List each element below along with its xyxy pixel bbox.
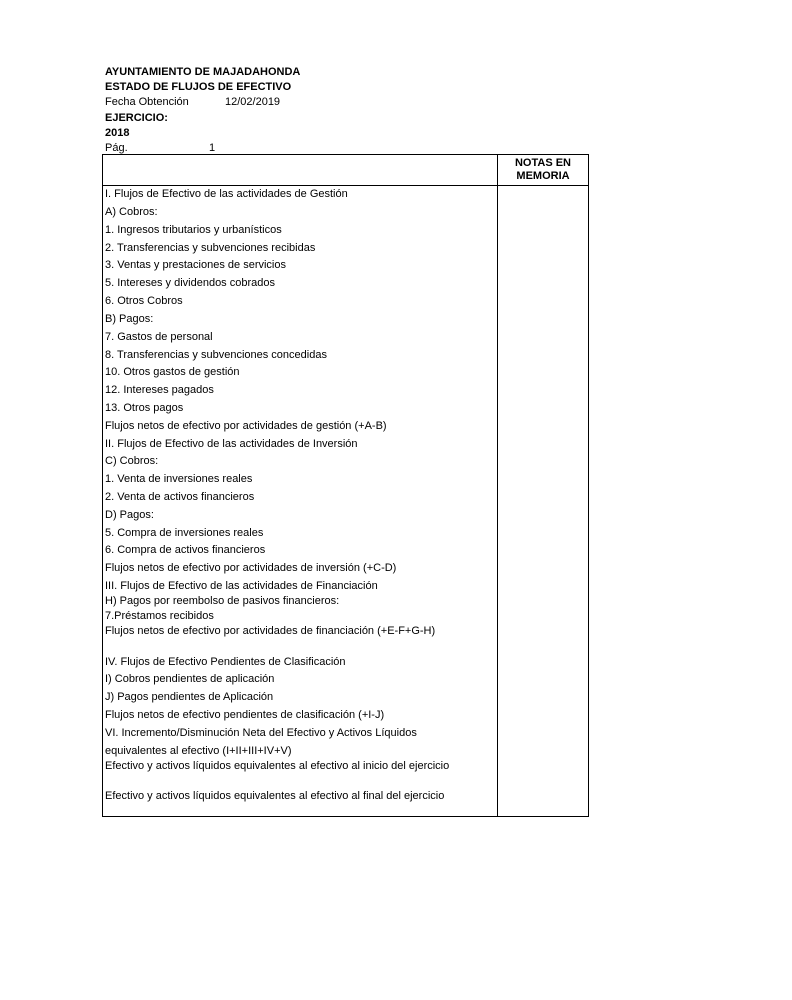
table-row: 7.Préstamos recibidos — [105, 610, 214, 622]
table-row: 7. Gastos de personal — [105, 331, 213, 343]
exercise-value: 2018 — [105, 127, 130, 139]
table-row: I) Cobros pendientes de aplicación — [105, 673, 275, 685]
table-row: Flujos netos de efectivo por actividades de gestión (+A-B) — [105, 420, 387, 432]
page-number: 1 — [209, 142, 216, 154]
table-row: 12. Intereses pagados — [105, 384, 214, 396]
table-row: IV. Flujos de Efectivo Pendientes de Clasificación — [105, 656, 346, 668]
table-row: equivalentes al efectivo (I+II+III+IV+V) — [105, 745, 292, 757]
notes-header-line1: NOTAS EN — [514, 157, 572, 169]
table-row: Flujos netos de efectivo por actividades de financiación (+E-F+G-H) — [105, 625, 436, 637]
table-row: 5. Compra de inversiones reales — [105, 527, 264, 539]
table-row: II. Flujos de Efectivo de las actividades de Inversión — [105, 438, 358, 450]
table-row: I. Flujos de Efectivo de las actividades de Gestión — [105, 188, 348, 200]
table-row: 5. Intereses y dividendos cobrados — [105, 277, 275, 289]
table-row: 8. Transferencias y subvenciones concedidas — [105, 349, 327, 361]
table-row: Flujos netos de efectivo pendientes de clasificación (+I-J) — [105, 709, 385, 721]
date-row — [105, 95, 281, 110]
cash-flow-table — [102, 154, 589, 817]
table-row: B) Pagos: — [105, 313, 154, 325]
table-row: 2. Transferencias y subvenciones recibidas — [105, 242, 316, 254]
table-row: 3. Ventas y prestaciones de servicios — [105, 259, 286, 271]
date-label: Fecha Obtención — [105, 96, 189, 108]
table-row: 2. Venta de activos financieros — [105, 491, 255, 503]
entity-name: AYUNTAMIENTO DE MAJADAHONDA — [105, 66, 301, 78]
header-divider — [103, 185, 588, 186]
table-row: III. Flujos de Efectivo de las actividades de Financiación — [105, 580, 378, 592]
notes-header-line2: MEMORIA — [516, 170, 570, 182]
table-row: A) Cobros: — [105, 206, 158, 218]
table-row: 1. Venta de inversiones reales — [105, 473, 253, 485]
table-row: 1. Ingresos tributarios y urbanísticos — [105, 224, 282, 236]
table-row: Efectivo y activos líquidos equivalentes al efectivo al final del ejercicio — [105, 790, 445, 802]
table-row: J) Pagos pendientes de Aplicación — [105, 691, 274, 703]
notes-column-divider — [497, 155, 498, 816]
notes-column-header — [498, 157, 588, 183]
table-row: 6. Compra de activos financieros — [105, 544, 266, 556]
table-row: 13. Otros pagos — [105, 402, 184, 414]
table-row: VI. Incremento/Disminución Neta del Efectivo y Activos Líquidos — [105, 727, 417, 739]
table-row: D) Pagos: — [105, 509, 154, 521]
page-label: Pág. — [105, 142, 128, 154]
table-row: H) Pagos por reembolso de pasivos financieros: — [105, 595, 340, 607]
table-row: 6. Otros Cobros — [105, 295, 183, 307]
date-value: 12/02/2019 — [225, 96, 281, 108]
report-title: ESTADO DE FLUJOS DE EFECTIVO — [105, 81, 292, 93]
table-row: C) Cobros: — [105, 455, 159, 467]
table-row: Flujos netos de efectivo por actividades de inversión (+C-D) — [105, 562, 397, 574]
table-row: 10. Otros gastos de gestión — [105, 366, 240, 378]
table-row: Efectivo y activos líquidos equivalentes al efectivo al inicio del ejercicio — [105, 760, 450, 772]
exercise-label: EJERCICIO: — [105, 112, 168, 124]
